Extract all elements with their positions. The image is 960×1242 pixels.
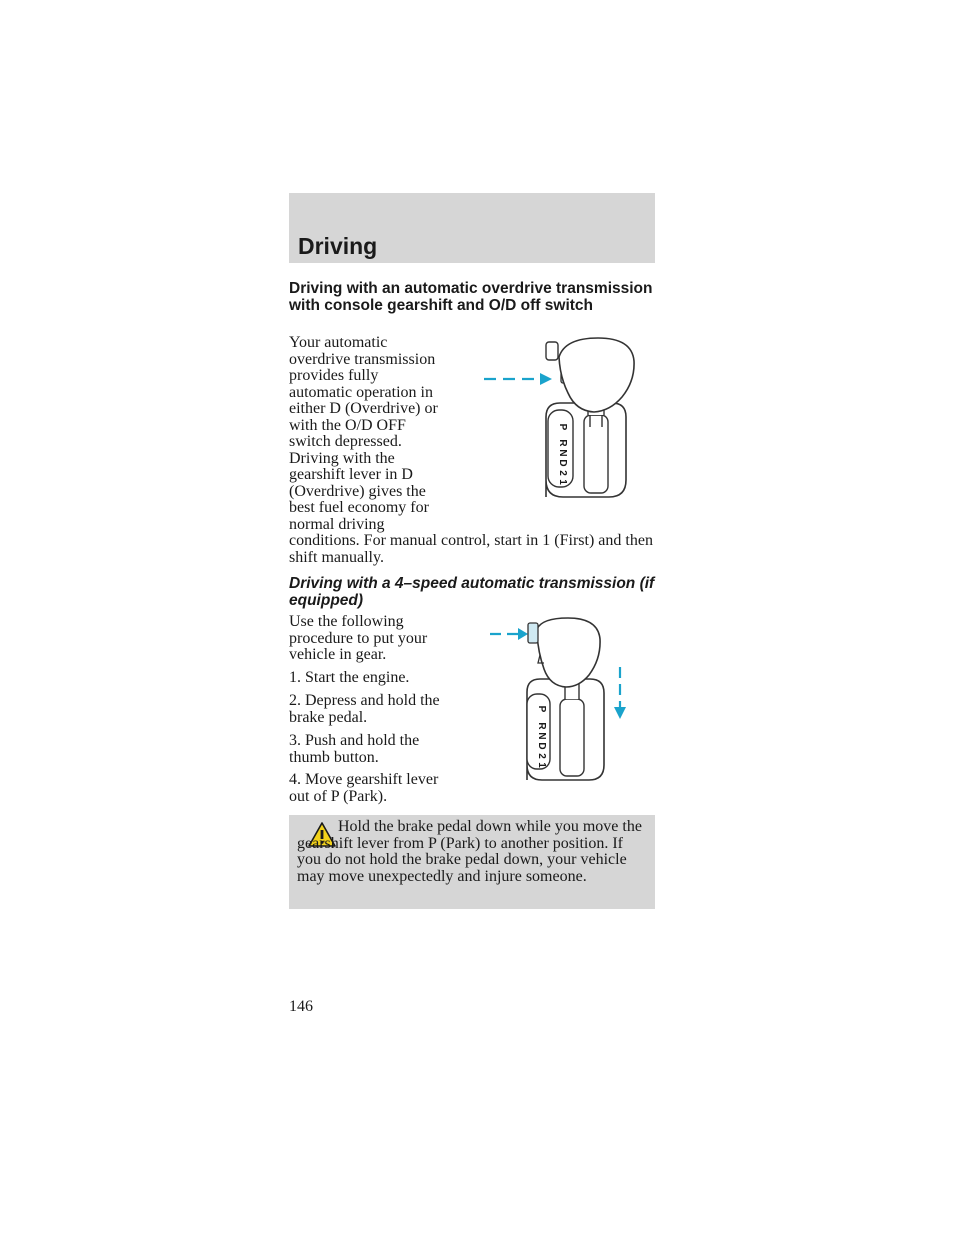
section-header-title: Driving xyxy=(298,233,378,259)
gearshift-4speed-illustration xyxy=(488,615,633,795)
step-item: 4. Move gearshift lever out of P (Park). xyxy=(289,771,439,805)
step-item: 1. Start the engine. xyxy=(289,669,410,686)
gear-label: 2 xyxy=(536,753,547,759)
intro-paragraph: Use the following procedure to put your vehicle in gear. xyxy=(289,613,428,663)
thumb-arrow-icon xyxy=(490,628,528,640)
gear-label: R xyxy=(557,439,568,447)
shift-slot xyxy=(584,415,608,493)
thumb-button-icon xyxy=(528,623,538,643)
down-arrow-icon xyxy=(614,667,626,719)
text-line: automatic operation in xyxy=(289,383,433,401)
text-line: best fuel economy for xyxy=(289,499,429,516)
gear-label: N xyxy=(557,449,568,457)
thumb-button-icon xyxy=(546,342,558,360)
text-line: overdrive transmission xyxy=(289,350,436,368)
gear-label: 1 xyxy=(536,762,547,768)
gear-label: 2 xyxy=(557,470,568,476)
shift-slot xyxy=(560,699,584,776)
text-line: Driving with the xyxy=(289,449,395,467)
gear-label: 1 xyxy=(557,479,568,485)
text-line: switch depressed. xyxy=(289,433,402,450)
gearshift-knob xyxy=(537,618,600,687)
gearshift-overdrive-illustration xyxy=(478,335,658,510)
step-item: 3. Push and hold the thumb button. xyxy=(289,732,420,766)
text-line: gearshift lever in D xyxy=(289,466,413,483)
gear-label: P xyxy=(536,705,547,713)
header-band xyxy=(289,193,655,263)
warning-text: Hold the brake pedal down while you move the gearshift lever from P (Park) to another position. If you do not hold the brake pedal down, your vehicle may move unexpectedly and injure someone. xyxy=(297,818,642,885)
overdrive-paragraph xyxy=(289,335,459,533)
text-line: Your automatic xyxy=(289,334,388,351)
text-line: either D (Overdrive) or xyxy=(289,400,438,417)
page-number: 146 xyxy=(289,998,313,1015)
gear-label: R xyxy=(536,722,547,730)
gear-label: D xyxy=(536,742,547,750)
gear-label: N xyxy=(536,732,547,740)
step-item: 2. Depress and hold the brake pedal. xyxy=(289,692,440,726)
section-title-overdrive: Driving with an automatic overdrive transmission with console gearshift and O/D off switch xyxy=(289,280,653,314)
overdrive-paragraph-continuation: conditions. For manual control, start in 1 (First) and then shift manually. xyxy=(289,532,653,566)
gear-label: P xyxy=(557,423,568,431)
warning-box xyxy=(289,815,655,909)
gear-label: D xyxy=(557,459,568,467)
section-title-4speed: Driving with a 4–speed automatic transmission (if equipped) xyxy=(289,575,655,609)
text-line: provides fully xyxy=(289,367,379,384)
arrow-icon xyxy=(484,373,552,385)
gearshift-knob xyxy=(559,338,634,412)
text-line: (Overdrive) gives the xyxy=(289,482,426,500)
text-line: with the O/D OFF xyxy=(289,416,406,434)
text-line: normal driving xyxy=(289,515,385,533)
